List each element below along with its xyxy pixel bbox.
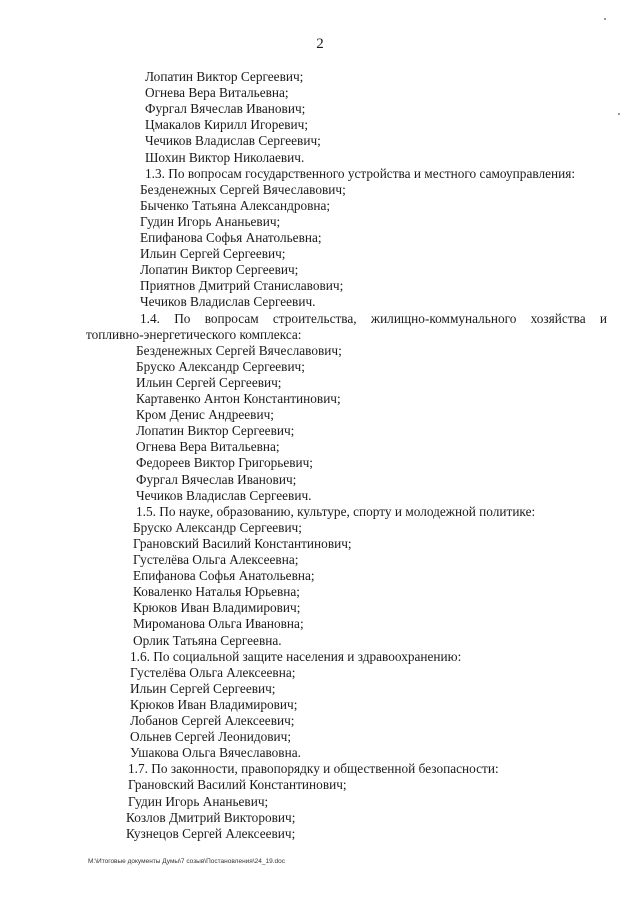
text-line: Фургал Вячеслав Иванович;	[136, 471, 297, 487]
text-line: 1.4. По вопросам строительства, жилищно-коммунального хозяйства и	[140, 310, 607, 326]
text-line: Епифанова Софья Анатольевна;	[140, 230, 322, 245]
text-line: Ушакова Ольга Вячеславовна.	[130, 745, 301, 761]
text-line: Быченко Татьяна Александровна;	[140, 197, 331, 213]
text-line: Цмакалов Кирилл Игоревич;	[145, 117, 309, 133]
text-line: Ильин Сергей Сергеевич;	[140, 246, 286, 262]
text-line: Кром Денис Андреевич;	[136, 407, 274, 423]
text-line: Ольнев Сергей Леонидович;	[130, 729, 292, 745]
text-line: Безденежных Сергей Вячеславович;	[136, 342, 342, 358]
text-line: Огнева Вера Витальевна;	[145, 85, 289, 101]
text-line: Гудин Игорь Ананьевич;	[128, 793, 269, 809]
text-line: Лопатин Виктор Сергеевич;	[145, 69, 304, 84]
text-line: 1.7. По законности, правопорядку и общественной безопасности:	[128, 761, 499, 777]
text-line: Бруско Александр Сергеевич;	[133, 519, 302, 535]
text-line: Безденежных Сергей Вячеславович;	[140, 181, 346, 197]
scan-speck	[618, 113, 620, 115]
text-line: Лобанов Сергей Алексеевич;	[130, 713, 295, 728]
text-line: 1.5. По науке, образованию, культуре, спорту и молодежной политике:	[136, 503, 536, 519]
text-line: Ильин Сергей Сергеевич;	[130, 680, 276, 696]
text-line: Бруско Александр Сергеевич;	[136, 358, 305, 374]
text-line: Огнева Вера Витальевна;	[136, 439, 280, 455]
text-line: Густелёва Ольга Алексеевна;	[133, 552, 299, 567]
scan-speck	[604, 18, 606, 20]
text-line: Крюков Иван Владимирович;	[133, 600, 301, 616]
text-line: 1.6. По социальной защите населения и здравоохранению:	[130, 648, 462, 664]
text-line: топливно-энергетического комплекса:	[86, 326, 302, 342]
text-line: Грановский Василий Константинович;	[128, 777, 347, 793]
text-line: Козлов Дмитрий Викторович;	[126, 809, 296, 825]
text-line: Ильин Сергей Сергеевич;	[136, 374, 282, 390]
text-line: Картавенко Антон Константинович;	[136, 391, 341, 406]
text-line: Чечиков Владислав Сергеевич.	[136, 487, 312, 503]
text-line: Грановский Василий Константинович;	[133, 535, 352, 551]
text-line: Лопатин Виктор Сергеевич;	[136, 423, 295, 439]
text-line: Федореев Виктор Григорьевич;	[136, 455, 314, 471]
text-line: Чечиков Владислав Сергеевич.	[140, 294, 316, 310]
page-number: 2	[316, 36, 324, 52]
text-line: 1.3. По вопросам государственного устройства и местного самоуправления:	[145, 165, 576, 181]
text-line: Шохин Виктор Николаевич.	[145, 149, 305, 165]
text-line: Фургал Вячеслав Иванович;	[145, 101, 306, 117]
text-line: Кузнецов Сергей Алексеевич;	[126, 825, 296, 841]
text-line: Коваленко Наталья Юрьевна;	[133, 584, 300, 600]
text-line: Чечиков Владислав Сергеевич;	[145, 133, 321, 149]
file-path-footer: M:\Итоговые документы Думы\7 созыв\Постановления\24_19.doc	[88, 858, 285, 865]
text-line: Гудин Игорь Ананьевич;	[140, 213, 281, 229]
text-line: Приятнов Дмитрий Станиславович;	[140, 278, 344, 294]
text-line: Густелёва Ольга Алексеевна;	[130, 664, 296, 680]
text-line: Крюков Иван Владимирович;	[130, 696, 298, 712]
text-line: Лопатин Виктор Сергеевич;	[140, 262, 299, 278]
text-line: Епифанова Софья Анатольевна;	[133, 568, 315, 584]
text-line: Орлик Татьяна Сергеевна.	[133, 632, 282, 648]
text-line: Мироманова Ольга Ивановна;	[133, 616, 304, 632]
